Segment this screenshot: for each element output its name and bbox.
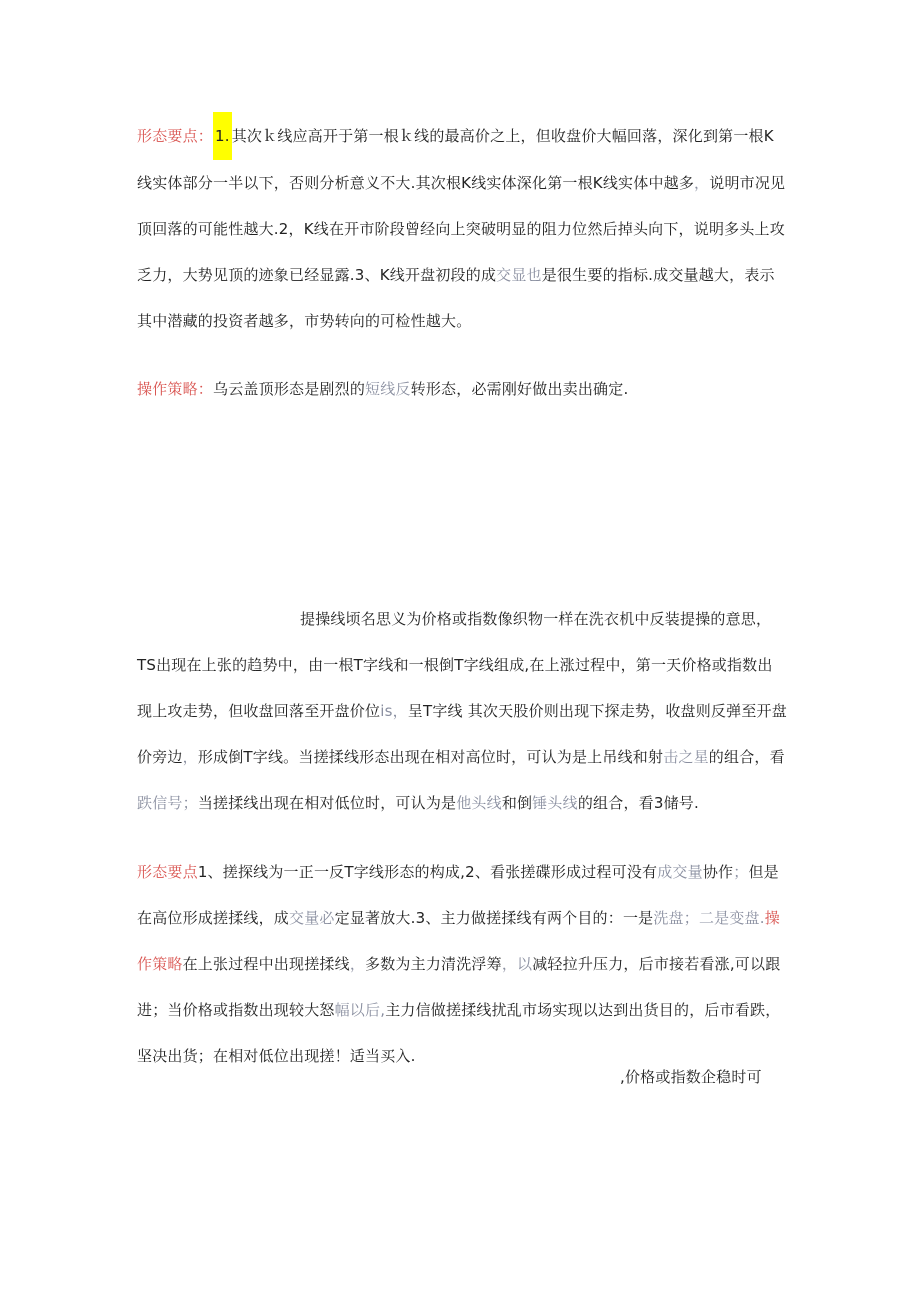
faded-text: ， bbox=[182, 748, 198, 766]
body-text: 的组合，看 bbox=[708, 748, 785, 766]
faded-text: ， bbox=[694, 174, 710, 192]
body-text: 和倒 bbox=[501, 794, 533, 812]
strategy-paragraph-1 bbox=[137, 366, 787, 412]
faded-text: is， bbox=[380, 702, 408, 720]
faded-text: 他头线 bbox=[456, 794, 502, 812]
body-text: 当搓揉线出现在相对低位时，可认为是 bbox=[197, 794, 457, 812]
body-text: 呈T字线 其次天股价则出现下探走势，收盘则反弹至开盘价旁边 bbox=[137, 702, 787, 766]
body-text: 提操线顷名思义为价格或指数像织物一样在洗衣机中反装提操的意思，TS出现在上张的趋势中，由一根T字线和一根倒T字线组成,在上涨过程中，第一天价格或指数出现上攻走势，但收盘回落至开盘价位 bbox=[137, 610, 773, 720]
section-label-pattern-points: 形态要点： bbox=[137, 127, 214, 145]
body-text: 减轻拉升压力，后市接若看涨,可以跟进；当价格或指数出现较大怒 bbox=[137, 955, 781, 1019]
body-text: 其次ｋ线应高开于第一根ｋ线的最高价之上，但收盘价大幅回落，深化到第一根K线实体部分一半以下，否则分析意义不大.其次根K线实体深化第一根K线实体中越多 bbox=[137, 127, 774, 192]
body-text: 协作 bbox=[702, 863, 734, 881]
body-text: ,价格或指数企稳时可 bbox=[620, 1068, 762, 1086]
faded-text: 跌信号； bbox=[137, 794, 198, 812]
faded-text: 成交量 bbox=[657, 863, 703, 881]
pattern-points-paragraph-2 bbox=[137, 849, 787, 1079]
body-text: 说明市况见顶回落的可能性越大.2，K线在开市阶段曾经向上突破明显的阻力位然后掉头向下，说明多头上攻乏力，大势见顶的迹象已经显露.3、K线开盘初段的成 bbox=[137, 174, 786, 284]
body-text: 但是在高位形成搓揉线，成 bbox=[137, 863, 779, 927]
rub-line-description-paragraph bbox=[137, 596, 787, 826]
pattern-points-paragraph-1 bbox=[137, 113, 787, 344]
body-text: 的组合，看3储号. bbox=[577, 794, 699, 812]
faded-text: 交量必 bbox=[289, 909, 335, 927]
body-text: 转形态，必需刚好做出卖出确定. bbox=[410, 380, 629, 398]
body-text: 主力信做搓揉线扰乱市场实现以达到出货目的，后市看跌，坚决出货；在相对低位出现搓！适当买入. bbox=[137, 1001, 781, 1065]
body-text: 1、搓探线为一正一反T字线形态的构成,2、看张搓碟形成过程可没有 bbox=[197, 863, 658, 881]
trailing-fragment bbox=[620, 1054, 820, 1100]
body-text: 形成倒T字线。当搓揉线形态出现在相对高位时，可认为是上吊线和射 bbox=[197, 748, 664, 766]
faded-text: 交显也 bbox=[496, 266, 542, 284]
section-label-strategy: 操作策略： bbox=[137, 380, 214, 398]
faded-text: 短线反 bbox=[365, 380, 411, 398]
body-text: 定显著放大.3、主力做搓揉线有两个目的：一是 bbox=[334, 909, 654, 927]
highlighted-number: 1. bbox=[213, 112, 232, 160]
faded-text: 幅以后, bbox=[334, 1001, 386, 1019]
body-text: 多数为主力清洗浮筹 bbox=[365, 955, 502, 973]
faded-text: ， bbox=[349, 955, 366, 973]
faded-text: 锤头线 bbox=[532, 794, 578, 812]
section-label-strategy: 操作策略 bbox=[137, 909, 780, 973]
faded-text: 洗盘；二是变盘. bbox=[653, 909, 765, 927]
faded-text: ，以 bbox=[501, 955, 533, 973]
section-label-pattern-points: 形态要点 bbox=[137, 863, 198, 881]
body-text: 在上张过程中出现搓揉线 bbox=[182, 955, 350, 973]
faded-text: ； bbox=[733, 863, 749, 881]
body-text: 乌云盖顶形态是剧烈的 bbox=[213, 380, 366, 398]
faded-text: 击之星 bbox=[663, 748, 709, 766]
body-text: 是很生要的指标.成交量越大，表示其中潜藏的投资者越多，市势转向的可检性越大。 bbox=[137, 266, 775, 330]
